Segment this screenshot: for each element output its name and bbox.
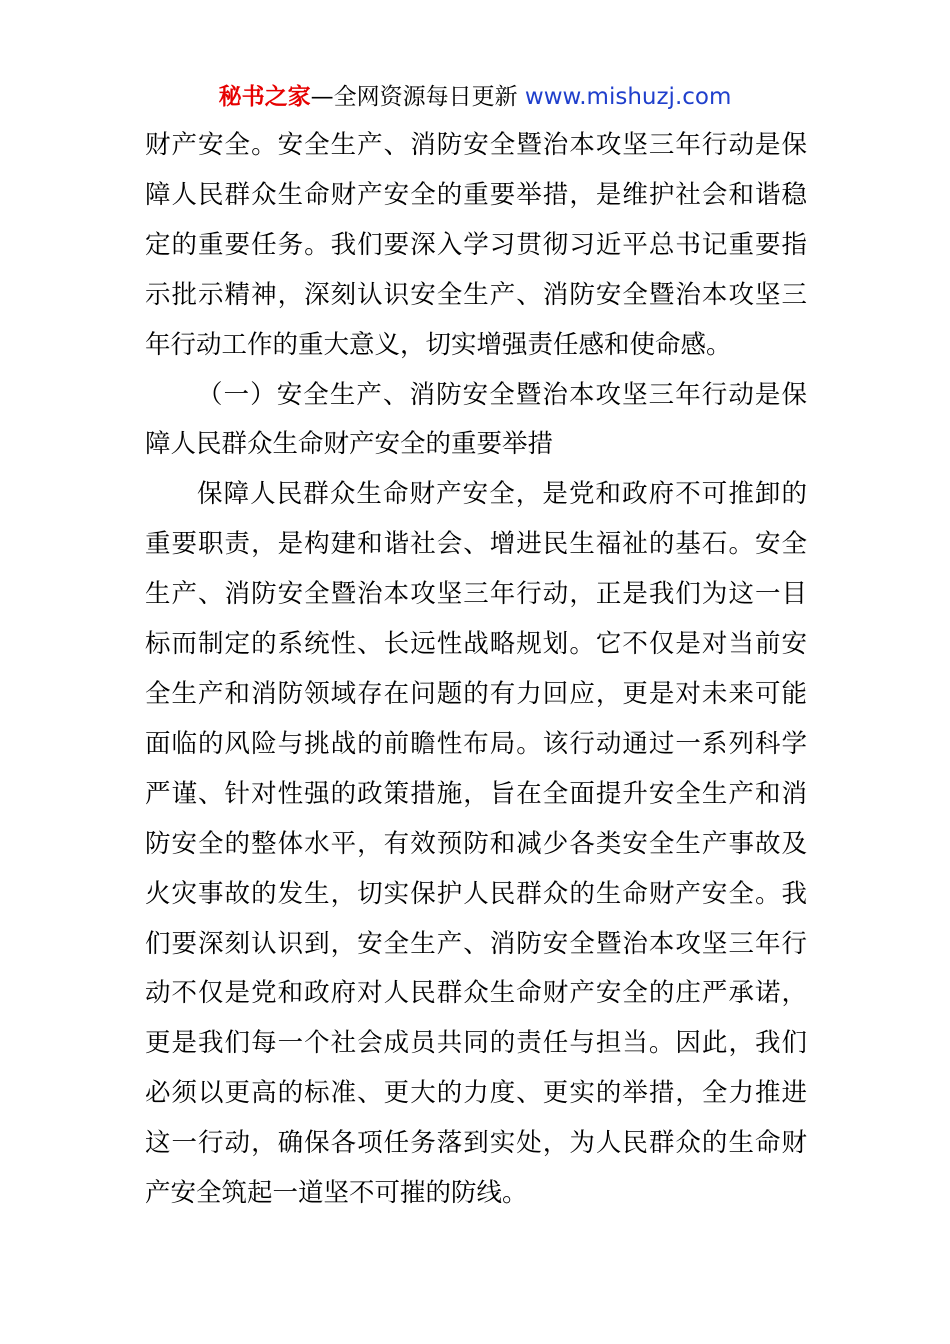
watermark-header — [0, 80, 950, 114]
header-brand: 秘书之家 — [218, 84, 311, 110]
header-tagline: —全网资源每日更新 — [310, 84, 518, 110]
paragraph-continued: 财产安全。安全生产、消防安全暨治本攻坚三年行动是保障人民群众生命财产安全的重要举措，是维护社会和谐稳定的重要任务。我们要深入学习贯彻习近平总书记重要指示批示精神，深刻认识安全生产、消防安全暨治本攻坚三年行动工作的重大意义，切实增强责任感和使命感。 — [145, 130, 807, 360]
section-heading: （一）安全生产、消防安全暨治本攻坚三年行动是保障人民群众生命财产安全的重要举措 — [145, 379, 807, 460]
paragraph-body: 保障人民群众生命财产安全，是党和政府不可推卸的重要职责，是构建和谐社会、增进民生福祉的基石。安全生产、消防安全暨治本攻坚三年行动，正是我们为这一目标而制定的系统性、长远性战略规划。它不仅是对当前安全生产和消防领域存在问题的有力回应，更是对未来可能面临的风险与挑战的前瞻性布局。该行动通过一系列科学严谨、针对性强的政策措施，旨在全面提升安全生产和消防安全的整体水平，有效预防和减少各类安全生产事故及火灾事故的发生，切实保护人民群众的生命财产安全。我们要深刻认识到，安全生产、消防安全暨治本攻坚三年行动不仅是党和政府对人民群众生命财产安全的庄严承诺，更是我们每一个社会成员共同的责任与担当。因此，我们必须以更高的标准、更大的力度、更实的举措，全力推进这一行动，确保各项任务落到实处，为人民群众的生命财产安全筑起一道坚不可摧的防线。 — [145, 479, 807, 1209]
document-body — [145, 121, 807, 1219]
header-url[interactable]: www.mishuzj.com — [524, 84, 732, 110]
